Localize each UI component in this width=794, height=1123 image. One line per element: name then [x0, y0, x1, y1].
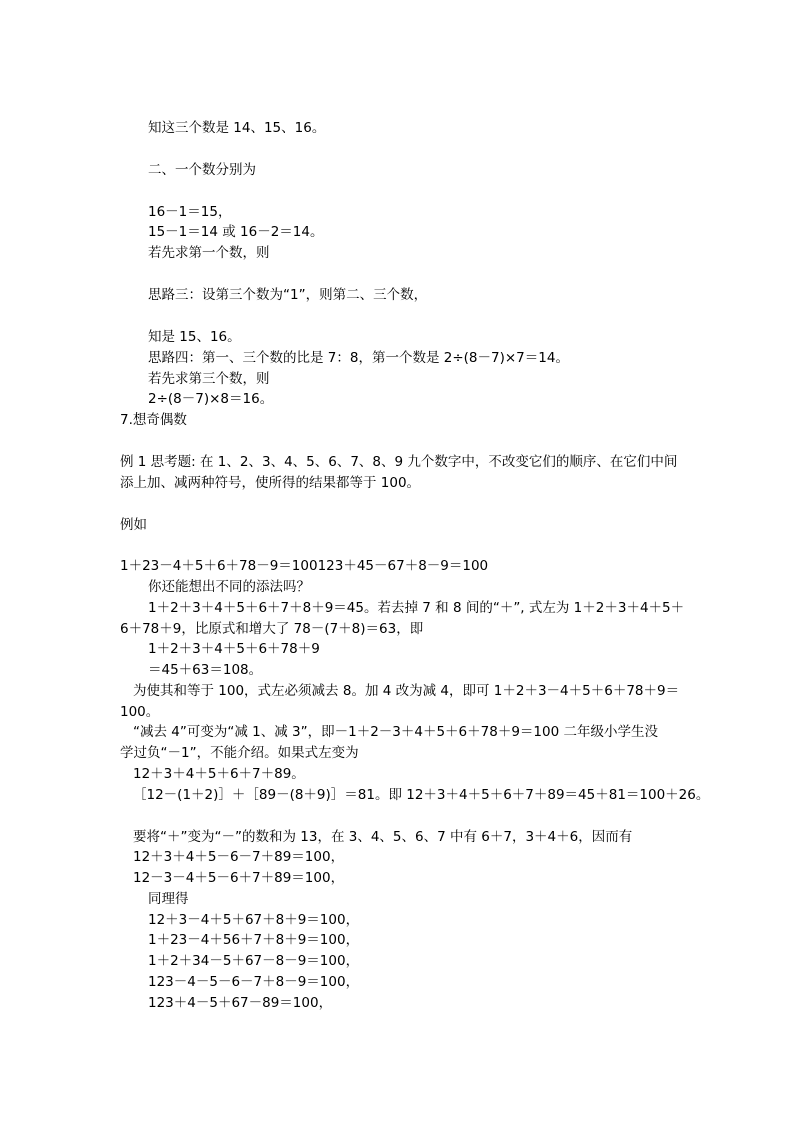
text-line: 同理得: [148, 891, 189, 907]
text-line: 12＋3＋4＋5＋6＋7＋89。: [133, 766, 305, 782]
text-line: ＝45＋63＝108。: [148, 662, 263, 678]
text-line: 思路三：设第三个数为“1”，则第二、三个数，: [148, 287, 428, 303]
text-line: “减去 4”可变为“减 1、减 3”，即－1＋2－3＋4＋5＋6＋78＋9＝100 二年级小学生没: [133, 724, 658, 740]
text-line: 知是 15、16。: [148, 329, 241, 345]
text-line: 1＋2＋3＋4＋5＋6＋78＋9: [148, 641, 320, 657]
text-line: 为使其和等于 100，式左必须减去 8。加 4 改为减 4，即可 1＋2＋3－4＋5＋6＋78＋9＝: [133, 683, 680, 699]
text-line: 思路四：第一、三个数的比是 7：8，第一个数是 2÷(8－7)×7＝14。: [148, 350, 569, 366]
text-line: 要将“＋”变为“－”的数和为 13，在 3、4、5、6、7 中有 6＋7，3＋4＋6，因而有: [133, 829, 633, 845]
text-line: 15－1＝14 或 16－2＝14。: [148, 224, 324, 240]
text-line: 1＋2＋34－5＋67－8－9＝100，: [148, 953, 360, 969]
text-line: 若先求第三个数，则: [148, 371, 270, 387]
text-line: 16－1＝15，: [148, 204, 232, 220]
text-line: 6＋78＋9，比原式和增大了 78－(7＋8)＝63，即: [120, 621, 424, 637]
text-line: 12＋3－4＋5＋67＋8＋9＝100，: [148, 912, 360, 928]
text-line: 1＋23－4＋56＋7＋8＋9＝100，: [148, 932, 360, 948]
text-line: 学过负“－1”，不能介绍。如果式左变为: [120, 745, 359, 761]
text-line: 二、一个数分别为: [148, 162, 256, 178]
text-line: 123－4－5－6－7＋8－9＝100，: [148, 974, 360, 990]
text-line: 1＋23－4＋5＋6＋78－9＝100123＋45－67＋8－9＝100: [120, 558, 489, 574]
text-line: 12－3－4＋5－6＋7＋89＝100，: [133, 870, 345, 886]
text-line: 你还能想出不同的添法吗？: [148, 579, 310, 595]
text-line: 例如: [120, 517, 147, 533]
section-heading: 7.想奇偶数: [120, 412, 187, 428]
text-line: 例 1 思考题: 在 1、2、3、4、5、6、7、8、9 九个数字中，不改变它们的顺序、在它们中间: [120, 454, 678, 470]
text-line: 1＋2＋3＋4＋5＋6＋7＋8＋9＝45。若去掉 7 和 8 间的“＋”, 式左为 1＋2＋3＋4＋5＋: [148, 600, 685, 616]
text-line: 若先求第一个数，则: [148, 245, 270, 261]
text-line: 12＋3＋4＋5－6－7＋89＝100，: [133, 849, 345, 865]
text-line: 100。: [120, 704, 160, 720]
text-line: 添上加、减两种符号，使所得的结果都等于 100。: [120, 475, 421, 491]
text-line: 123＋4－5＋67－89＝100，: [148, 995, 333, 1011]
text-line: 2÷(8－7)×8＝16。: [148, 391, 274, 407]
text-line: 知这三个数是 14、15、16。: [148, 120, 326, 136]
text-line: ［12－(1＋2)］＋［89－(8＋9)］＝81。即 12＋3＋4＋5＋6＋7＋89＝45＋81＝100＋26。: [133, 787, 710, 803]
